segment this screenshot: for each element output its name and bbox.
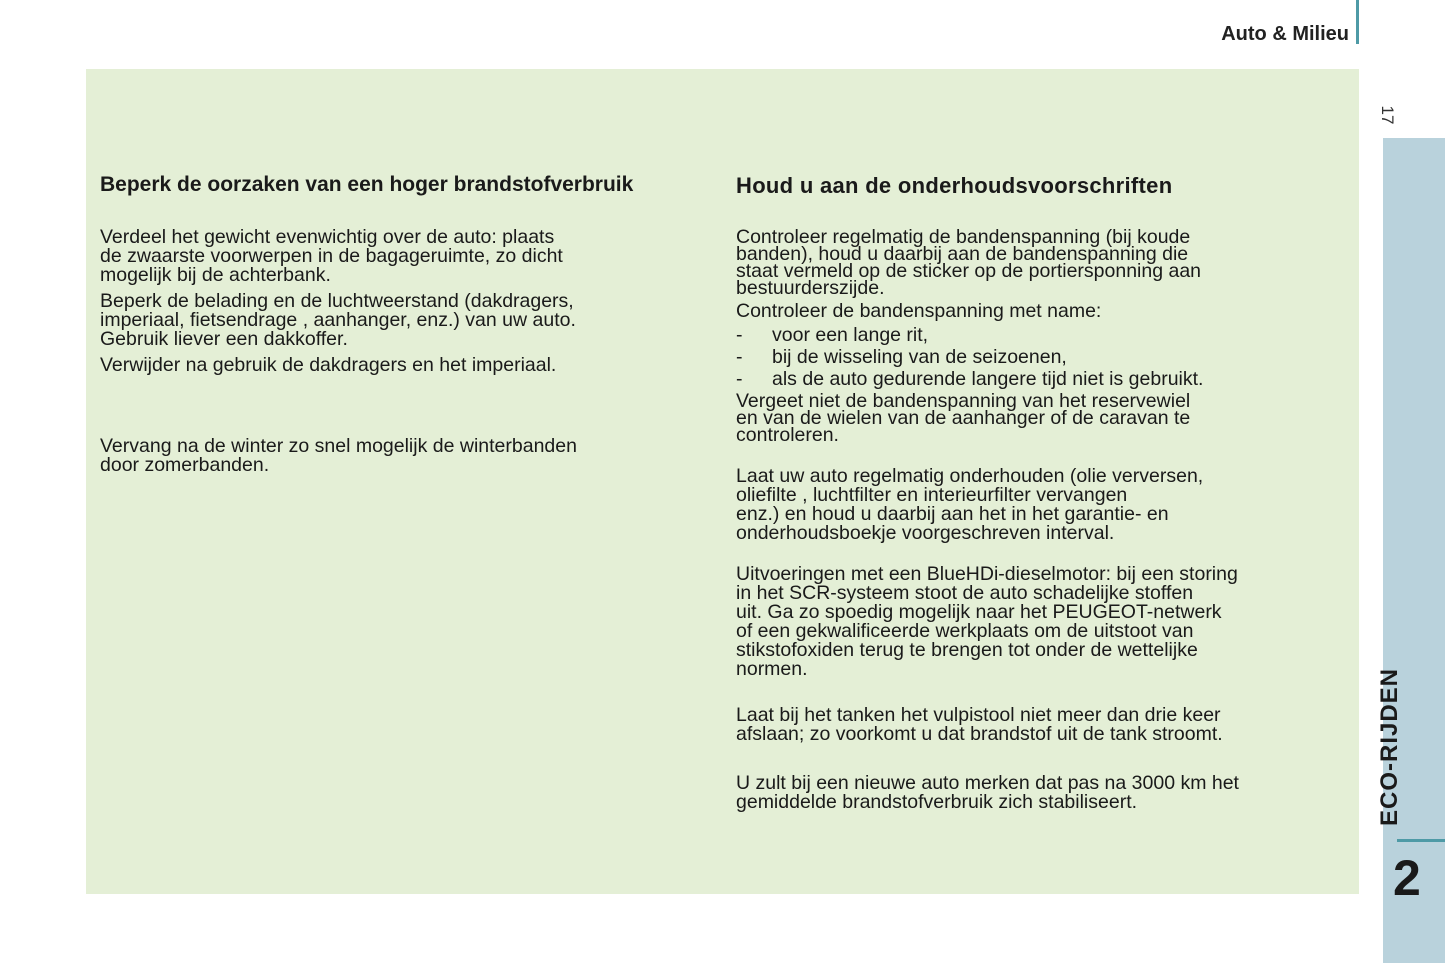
bullet-item: - als de auto gedurende langere tijd niet is gebruikt. xyxy=(736,368,1204,390)
right-paragraph-1: Controleer regelmatig de bandenspanning (bij koude banden), houd u daarbij aan de bandenspanning die staat vermeld op de sticker op de portiersponning aan bestuurderszijde. xyxy=(736,226,1202,299)
left-paragraph-1: Verdeel het gewicht evenwichtig over de auto: plaats de zwaarste voorwerpen in de bagageruimte, zo dicht mogelijk bij de achterbank. xyxy=(100,226,563,286)
header-accent-rule xyxy=(1356,0,1359,44)
right-paragraph-2: Controleer de bandenspanning met name: xyxy=(736,300,1102,322)
right-paragraph-7: U zult bij een nieuwe auto merken dat pas na 3000 km het gemiddelde brandstofverbruik zich stabiliseert. xyxy=(736,772,1239,813)
left-paragraph-4: Vervang na de winter zo snel mogelijk de winterbanden door zomerbanden. xyxy=(100,435,577,476)
chapter-number: 2 xyxy=(1393,850,1421,906)
bullet-item: - voor een lange rit, xyxy=(736,324,929,346)
right-paragraph-3: Vergeet niet de bandenspanning van het reservewiel en van de wielen van de aanhanger of de caravan te controleren. xyxy=(736,390,1191,446)
right-paragraph-5: Uitvoeringen met een BlueHDi-dieselmotor: bij een storing in het SCR-systeem stoot de auto schadelijke stoffen uit. Ga zo spoedig mogelijk naar het PEUGEOT-netwerk of een gekwalificeerde werkplaats om de uitstoot van stikstofoxiden terug te brengen tot onder de wettelijke normen. xyxy=(736,563,1238,680)
left-paragraph-2: Beperk de belading en de luchtweerstand (dakdragers, imperiaal, fietsendrage , aanhanger, enz.) van uw auto. Gebruik liever een dakkoffer. xyxy=(100,290,576,350)
right-heading: Houd u aan de onderhoudsvoorschriften xyxy=(736,173,1173,198)
bullet-item: - bij de wisseling van de seizoenen, xyxy=(736,346,1067,368)
chapter-tab xyxy=(1376,138,1445,963)
right-paragraph-4: Laat uw auto regelmatig onderhouden (olie verversen, oliefilte , luchtfilter en interieurfilter vervangen enz.) en houd u daarbij aan het in het garantie- en onderhoudsboekje voorgeschreven interval. xyxy=(736,465,1204,544)
right-paragraph-6: Laat bij het tanken het vulpistool niet meer dan drie keer afslaan; zo voorkomt u dat brandstof uit de tank stroomt. xyxy=(736,704,1223,745)
content-panel xyxy=(86,69,1359,894)
left-paragraph-3: Verwijder na gebruik de dakdragers en het imperiaal. xyxy=(100,354,557,376)
section-title: Auto & Milieu xyxy=(1221,23,1349,45)
left-heading: Beperk de oorzaken van een hoger brandstofverbruik xyxy=(100,173,634,196)
chapter-label: ECO-RIJDEN xyxy=(1376,667,1403,826)
page-number: 17 xyxy=(1378,105,1397,125)
chapter-divider xyxy=(1397,839,1445,842)
